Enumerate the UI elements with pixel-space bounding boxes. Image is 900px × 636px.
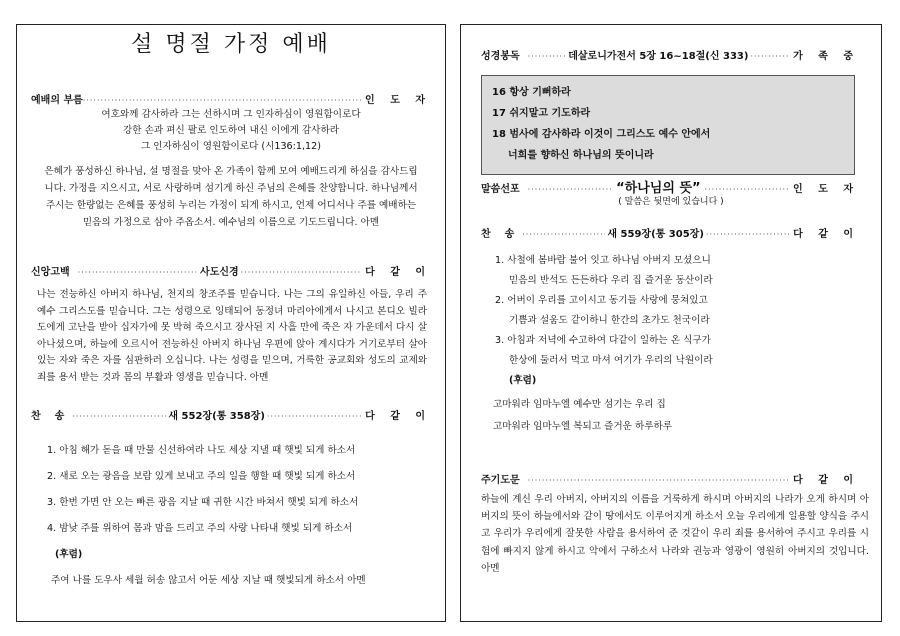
scripture-verse: 18 범사에 감사하라 이것이 그리스도 예수 안에서: [492, 129, 711, 140]
scripture-box: [481, 75, 855, 175]
leader-dots: [83, 96, 361, 105]
section-label: 성경봉독: [481, 51, 520, 62]
section-label: 말씀선포: [481, 184, 520, 195]
scripture-reading-header: [481, 47, 859, 62]
hymn-verse: 기쁨과 설움도 같이하니 한간의 초가도 천국이라: [509, 315, 710, 326]
leader-dots: [706, 230, 789, 239]
scripture-reference: 데살로니가전서 5장 16~18절(신 333): [568, 51, 749, 62]
sermon-note: ( 말씀은 뒷면에 있습니다 ): [618, 197, 724, 207]
hymn-verses: [495, 251, 871, 437]
leader-dots: [528, 476, 789, 485]
hymn-verse: 1. 사철에 봄바람 불어 잇고 하나님 아버지 모셨으니: [495, 255, 711, 266]
sermon-title: “하나님의 뜻”: [616, 181, 701, 196]
leader-label: 다 같 이: [365, 411, 432, 422]
creed-header: [31, 263, 431, 278]
leader-label: 인 도 자: [365, 95, 431, 106]
section-label: 주기도문: [481, 475, 520, 486]
leader-label: 다 같 이: [365, 267, 432, 278]
hymn-header: [481, 225, 859, 240]
call-scripture: [31, 107, 431, 155]
page-title: 설 명절 가정 예배: [131, 32, 331, 57]
leader-dots: [241, 268, 361, 277]
hymn-verse: 3. 한번 가면 안 오는 빠른 광음 지날 때 귀한 시간 바쳐서 햇빛 되게 하소서: [47, 497, 359, 508]
hymn-refrain: 고마워라 임마누엘 예수만 섬기는 우리 집: [493, 399, 666, 410]
leader-dots: [78, 268, 198, 277]
apostles-creed: 나는 전능하신 아버지 하나님, 천지의 창조주를 믿습니다. 나는 그의 유일하신 아들, 우리 주 예수 그리스도를 믿습니다. 그는 성령으로 잉태되어 동정녀 마리아에게서 나시고 본디오 빌라도에게 고난을 받아 십자가에 못 박혀 죽으시고 장사된 지 사흘 만에 죽은 자 가운데서 다시 살아나셨으며, 하늘에 오르시어 전능하신 아버지 하나님 우편에 앉아 계시다가 거기로부터 살아있는 자와 죽은 자를 심판하러 오십니다. 나는 성령을 믿으며, 거룩한 공교회와 성도의 교제와 죄를 용서 받는 것과 몸의 부활과 영생을 믿습니다. 아멘: [37, 289, 427, 383]
section-label: 찬 송: [31, 411, 65, 422]
hymn-verse: 3. 아침과 저녁에 수고하여 다같이 일하는 온 식구가: [495, 335, 711, 346]
leader-label: 다 같 이: [793, 475, 859, 486]
hymn-verse: 한상에 둘러서 먹고 마셔 여기가 우리의 낙원이라: [509, 355, 713, 366]
hymn-verse: 2. 어버이 우리를 고이시고 동기들 사랑에 뭉쳐있고: [495, 295, 708, 306]
lords-prayer-header: [481, 471, 859, 486]
refrain-label: (후렴): [55, 549, 83, 560]
scripture-line: 그 인자하심이 영원함이로다 (시136:1,12): [140, 141, 322, 152]
refrain-label: (후렴): [509, 375, 537, 386]
leader-label: 인 도 자: [793, 184, 859, 195]
hymn-verse: 믿음의 반석도 든든하다 우리 집 즐거운 동산이라: [509, 275, 713, 286]
call-to-worship-header: [31, 91, 431, 106]
scripture-line: 여호와께 감사하라 그는 선하시며 그 인자하심이 영원함이로다: [101, 109, 361, 120]
hymn-number: 새 559장(통 305장): [607, 229, 704, 240]
leader-dots: [72, 412, 166, 421]
section-label: 신앙고백: [31, 267, 70, 278]
lords-prayer-text: 하늘에 계신 우리 아버지, 아버지의 이름을 거룩하게 하시며 아버지의 나라가 오게 하시며 아버지의 뜻이 하늘에서와 같이 땅에서도 이루어지게 하소서 오늘 우리에게 일용할 양식을 주시고 우리가 우리에게 잘못한 사람을 용서하여 준 것같이 우리 죄를 용서하여 주시고 우리를 시험에 빠지지 않게 하시고 악에서 구하소서 나라와 권능과 영광이 영원히 아버지의 것입니다. 아멘: [481, 494, 869, 574]
right-page: [460, 24, 882, 622]
hymn-number: 새 552장(통 358장): [168, 411, 265, 422]
leader-dots: [750, 52, 789, 61]
hymn-refrain: 고마워라 임마누엘 복되고 즐거운 하루하루: [493, 421, 673, 432]
scripture-verse: 너희를 향하신 하나님의 뜻이니라: [508, 150, 654, 161]
section-label: 찬 송: [481, 229, 515, 240]
hymn-header: [31, 407, 431, 422]
leader-label: 가 족 중: [793, 51, 860, 62]
section-label: 예배의 부름: [31, 95, 83, 106]
hymn-verse: 2. 새로 오는 광음을 보람 있게 보내고 주의 일을 행할 때 햇빛 되게 하소서: [47, 471, 356, 482]
hymn-verses: [47, 443, 433, 589]
leader-dots: [267, 412, 361, 421]
left-page: [16, 24, 446, 622]
leader-label: 다 같 이: [793, 229, 860, 240]
leader-dots: [522, 230, 605, 239]
leader-dots: [528, 52, 567, 61]
hymn-verse: 4. 밤낮 주를 위하여 몸과 맘을 드리고 주의 사랑 나타내 햇빛 되게 하소서: [47, 523, 353, 534]
opening-prayer: 은혜가 풍성하신 하나님, 설 명절을 맞아 온 가족이 함께 모여 예배드리게 하심을 감사드립니다. 가정을 지으시고, 서로 사랑하며 섬기게 하신 주님의 은혜를 찬양합니다. 하나님께서 주시는 한량없는 은혜를 풍성히 누리는 가정이 되게 하시고, 언제 어디서나 주를 예배하는 믿음의 가정으로 삼아 주옵소서. 예수님의 이름으로 기도드립니다. 아멘: [44, 166, 418, 228]
scripture-verse: 17 쉬지말고 기도하라: [492, 108, 591, 119]
creed-name: 사도신경: [200, 267, 239, 278]
scripture-line: 강한 손과 펴신 팔로 인도하여 내신 이에게 감사하라: [123, 125, 339, 136]
hymn-refrain: 주여 나를 도우사 세월 허송 않고서 어둔 세상 지날 때 햇빛되게 하소서 아멘: [51, 575, 366, 586]
scripture-verse: 16 항상 기뻐하라: [492, 87, 571, 98]
hymn-verse: 1. 아침 해가 돋을 때 만물 신선하여라 나도 세상 지낼 때 햇빛 되게 하소서: [47, 445, 356, 456]
